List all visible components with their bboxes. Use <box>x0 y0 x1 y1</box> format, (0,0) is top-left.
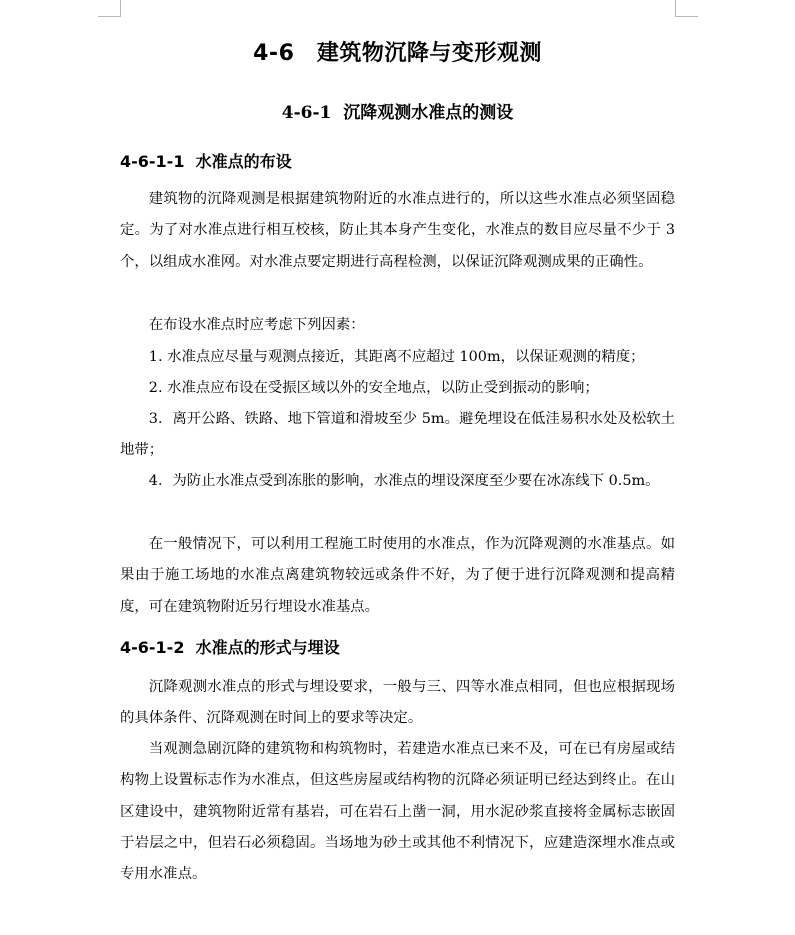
list-item: 4．为防止水准点受到冻胀的影响，水准点的埋设深度至少要在冰冻线下 0.5m。 <box>148 473 660 489</box>
section-title: 4-6-1 沉降观测水准点的测设 <box>281 103 514 123</box>
page-corner-mark-top-right <box>675 0 676 17</box>
paragraph: 建筑物的沉降观测是根据建筑物附近的水准点进行的，所以这些水准点必须坚固稳定。为了对水准点进行相互校核，防止其本身产生变化，水准点的数目应尽量不少于 3 个，以组成水准网。对水准点要定期进行高程检测，以保证沉降观测成果的正确性。 <box>120 191 675 270</box>
paragraph: 在一般情况下，可以利用工程施工时使用的水准点，作为沉降观测的水准基点。如果由于施工场地的水准点离建筑物较远或条件不好，为了便于进行沉降观测和提高精度，可在建筑物附近另行埋设水准基点。 <box>120 536 675 615</box>
list-item: 1. 水准点应尽量与观测点接近，其距离不应超过 100m，以保证观测的精度； <box>148 349 645 365</box>
subsection-heading: 4-6-1-2 水准点的形式与埋设 <box>120 638 340 657</box>
page-corner-mark-top-left <box>98 16 121 17</box>
page-corner-mark-top-left <box>120 0 121 17</box>
list-item: 2. 水准点应布设在受振区域以外的安全地点，以防止受到振动的影响； <box>148 380 599 396</box>
paragraph: 当观测急剧沉降的建筑物和构筑物时，若建造水准点已来不及，可在已有房屋或结构物上设置标志作为水准点，但这些房屋或结构物的沉降必须证明已经达到终止。在山区建设中，建筑物附近常有基岩，可在岩石上凿一洞，用水泥砂浆直接将金属标志嵌固于岩层之中，但岩石必须稳固。当场地为砂土或其他不利情况下，应建造深埋水准点或专用水准点。 <box>120 741 675 883</box>
subsection-heading: 4-6-1-1 水准点的布设 <box>120 152 292 171</box>
page-corner-mark-top-right <box>675 16 698 17</box>
paragraph: 在布设水准点时应考虑下列因素： <box>148 317 365 333</box>
list-item: 3．离开公路、铁路、地下管道和滑坡至少 5m。避免埋设在低洼易积水处及松软土地带； <box>120 411 675 459</box>
chapter-title: 4-6 建筑物沉降与变形观测 <box>253 41 542 66</box>
paragraph: 沉降观测水准点的形式与埋设要求，一般与三、四等水准点相同，但也应根据现场的具体条件、沉降观测在时间上的要求等决定。 <box>120 679 675 727</box>
